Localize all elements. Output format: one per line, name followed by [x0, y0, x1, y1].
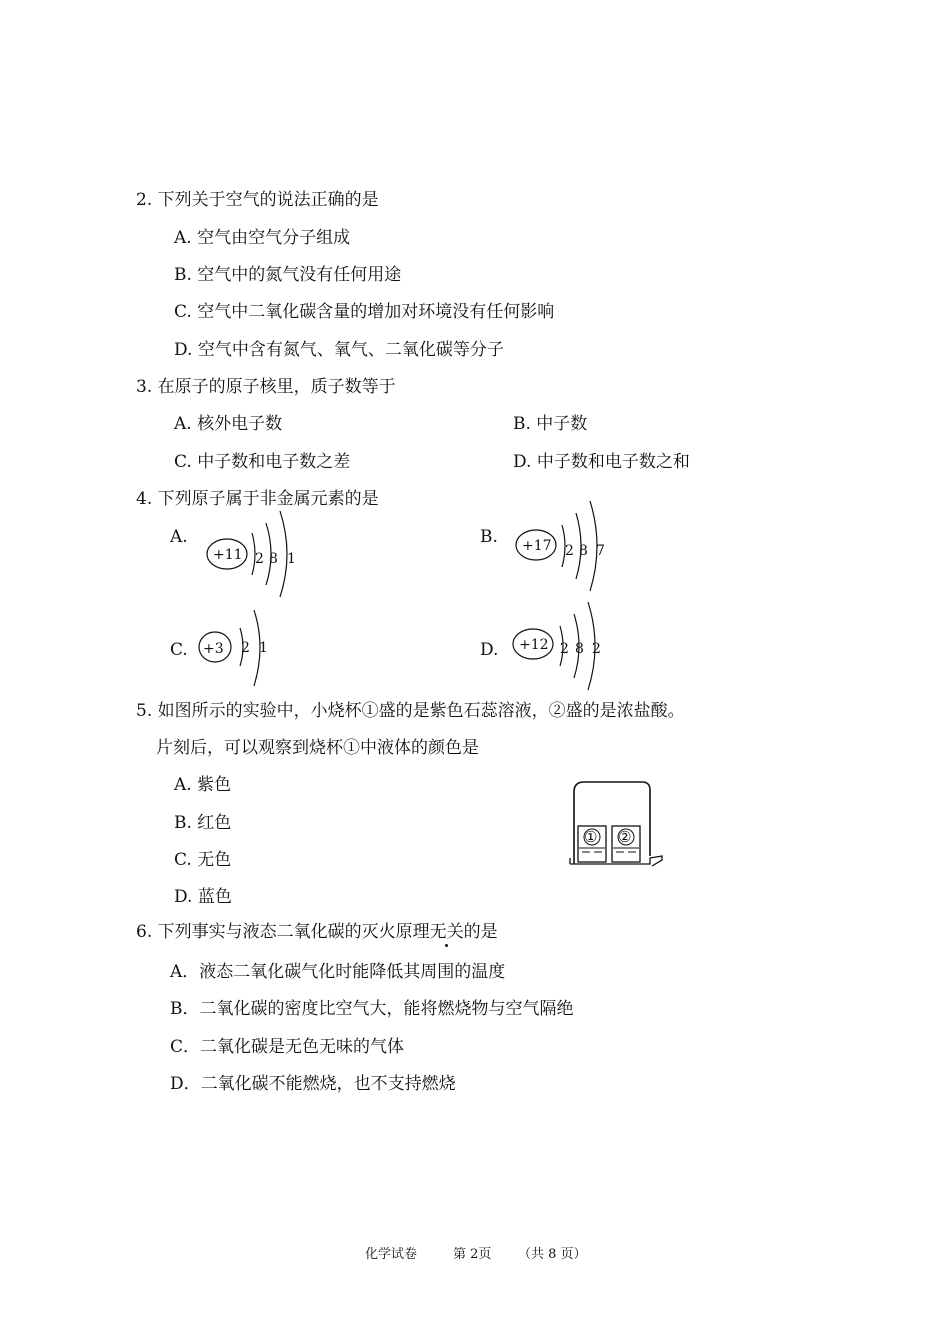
atom-d-shell-2: 8 — [575, 641, 584, 657]
q3-option-d: D. 中子数和电子数之和 — [513, 452, 690, 472]
atom-a-shell-2: 8 — [269, 551, 278, 567]
atom-d-nucleus: +12 — [519, 637, 549, 653]
q3-stem: 3. 在原子的原子核里，质子数等于 — [136, 377, 396, 397]
q4-option-a-label: A. — [170, 527, 188, 547]
atom-diagram-d — [508, 596, 618, 696]
atom-b-nucleus: +17 — [522, 538, 552, 554]
atom-b-shell-3: 7 — [596, 543, 605, 559]
q3-option-c: C. 中子数和电子数之差 — [174, 452, 351, 472]
q4-stem: 4. 下列原子属于非金属元素的是 — [136, 489, 379, 509]
q5-stem-line2: 片刻后，可以观察到烧杯①中液体的颜色是 — [156, 738, 479, 758]
beaker-2-label: ② — [618, 828, 632, 846]
atom-c-shell-1: 2 — [241, 640, 250, 656]
atom-d-shell-3: 2 — [592, 641, 601, 657]
q6-stem — [136, 921, 498, 943]
q6-option-d: D．二氧化碳不能燃烧，也不支持燃烧 — [170, 1074, 456, 1094]
atom-a-shell-1: 2 — [255, 551, 264, 567]
footer-subject: 化学试卷 — [365, 1247, 418, 1262]
q6-stem-emphasis: 无关 — [429, 922, 464, 942]
q4-option-d-label: D. — [480, 640, 499, 660]
q5-option-d: D. 蓝色 — [174, 887, 232, 907]
q6-option-b: B．二氧化碳的密度比空气大，能将燃烧物与空气隔绝 — [170, 999, 574, 1019]
q6-option-a: A．液态二氧化碳气化时能降低其周围的温度 — [170, 962, 506, 982]
q6-stem-suffix: 的是 — [463, 922, 498, 942]
q3-option-b: B. 中子数 — [513, 414, 588, 434]
beaker-1-label: ① — [584, 828, 598, 846]
footer-total: （共 8 页） — [518, 1247, 587, 1262]
q5-option-b: B. 红色 — [174, 813, 232, 833]
atom-b-shell-2: 8 — [579, 543, 588, 559]
q2-option-b: B. 空气中的氮气没有任何用途 — [174, 265, 402, 285]
q5-option-a: A. 紫色 — [174, 775, 232, 795]
atom-a-shell-3: 1 — [287, 551, 296, 567]
q2-stem: 2. 下列关于空气的说法正确的是 — [136, 190, 379, 210]
atom-d-shell-1: 2 — [560, 641, 569, 657]
q6-option-c: C．二氧化碳是无色无味的气体 — [170, 1037, 405, 1057]
q3-option-a: A. 核外电子数 — [174, 414, 283, 434]
q6-stem-prefix: 6. 下列事实与液态二氧化碳的灭火原理 — [136, 922, 430, 942]
atom-a-nucleus: +11 — [213, 547, 243, 563]
beaker-diagram — [566, 778, 666, 870]
atom-c-nucleus: +3 — [203, 641, 224, 657]
footer-page: 第 2页 — [453, 1247, 492, 1262]
q2-option-a: A. 空气由空气分子组成 — [174, 228, 351, 248]
q4-option-b-label: B. — [480, 527, 498, 547]
q2-option-c: C. 空气中二氧化碳含量的增加对环境没有任何影响 — [174, 302, 555, 322]
atom-c-shell-2: 1 — [259, 640, 268, 656]
atom-b-shell-1: 2 — [565, 543, 574, 559]
q2-option-d: D. 空气中含有氮气、氧气、二氧化碳等分子 — [174, 340, 504, 360]
atom-diagram-b — [510, 497, 620, 597]
atom-diagram-c — [196, 600, 306, 700]
atom-diagram-a — [200, 505, 310, 605]
q4-option-c-label: C. — [170, 640, 188, 660]
q5-option-c: C. 无色 — [174, 850, 232, 870]
q5-stem-line1: 5. 如图所示的实验中，小烧杯①盛的是紫色石蕊溶液，②盛的是浓盐酸。 — [136, 701, 685, 721]
